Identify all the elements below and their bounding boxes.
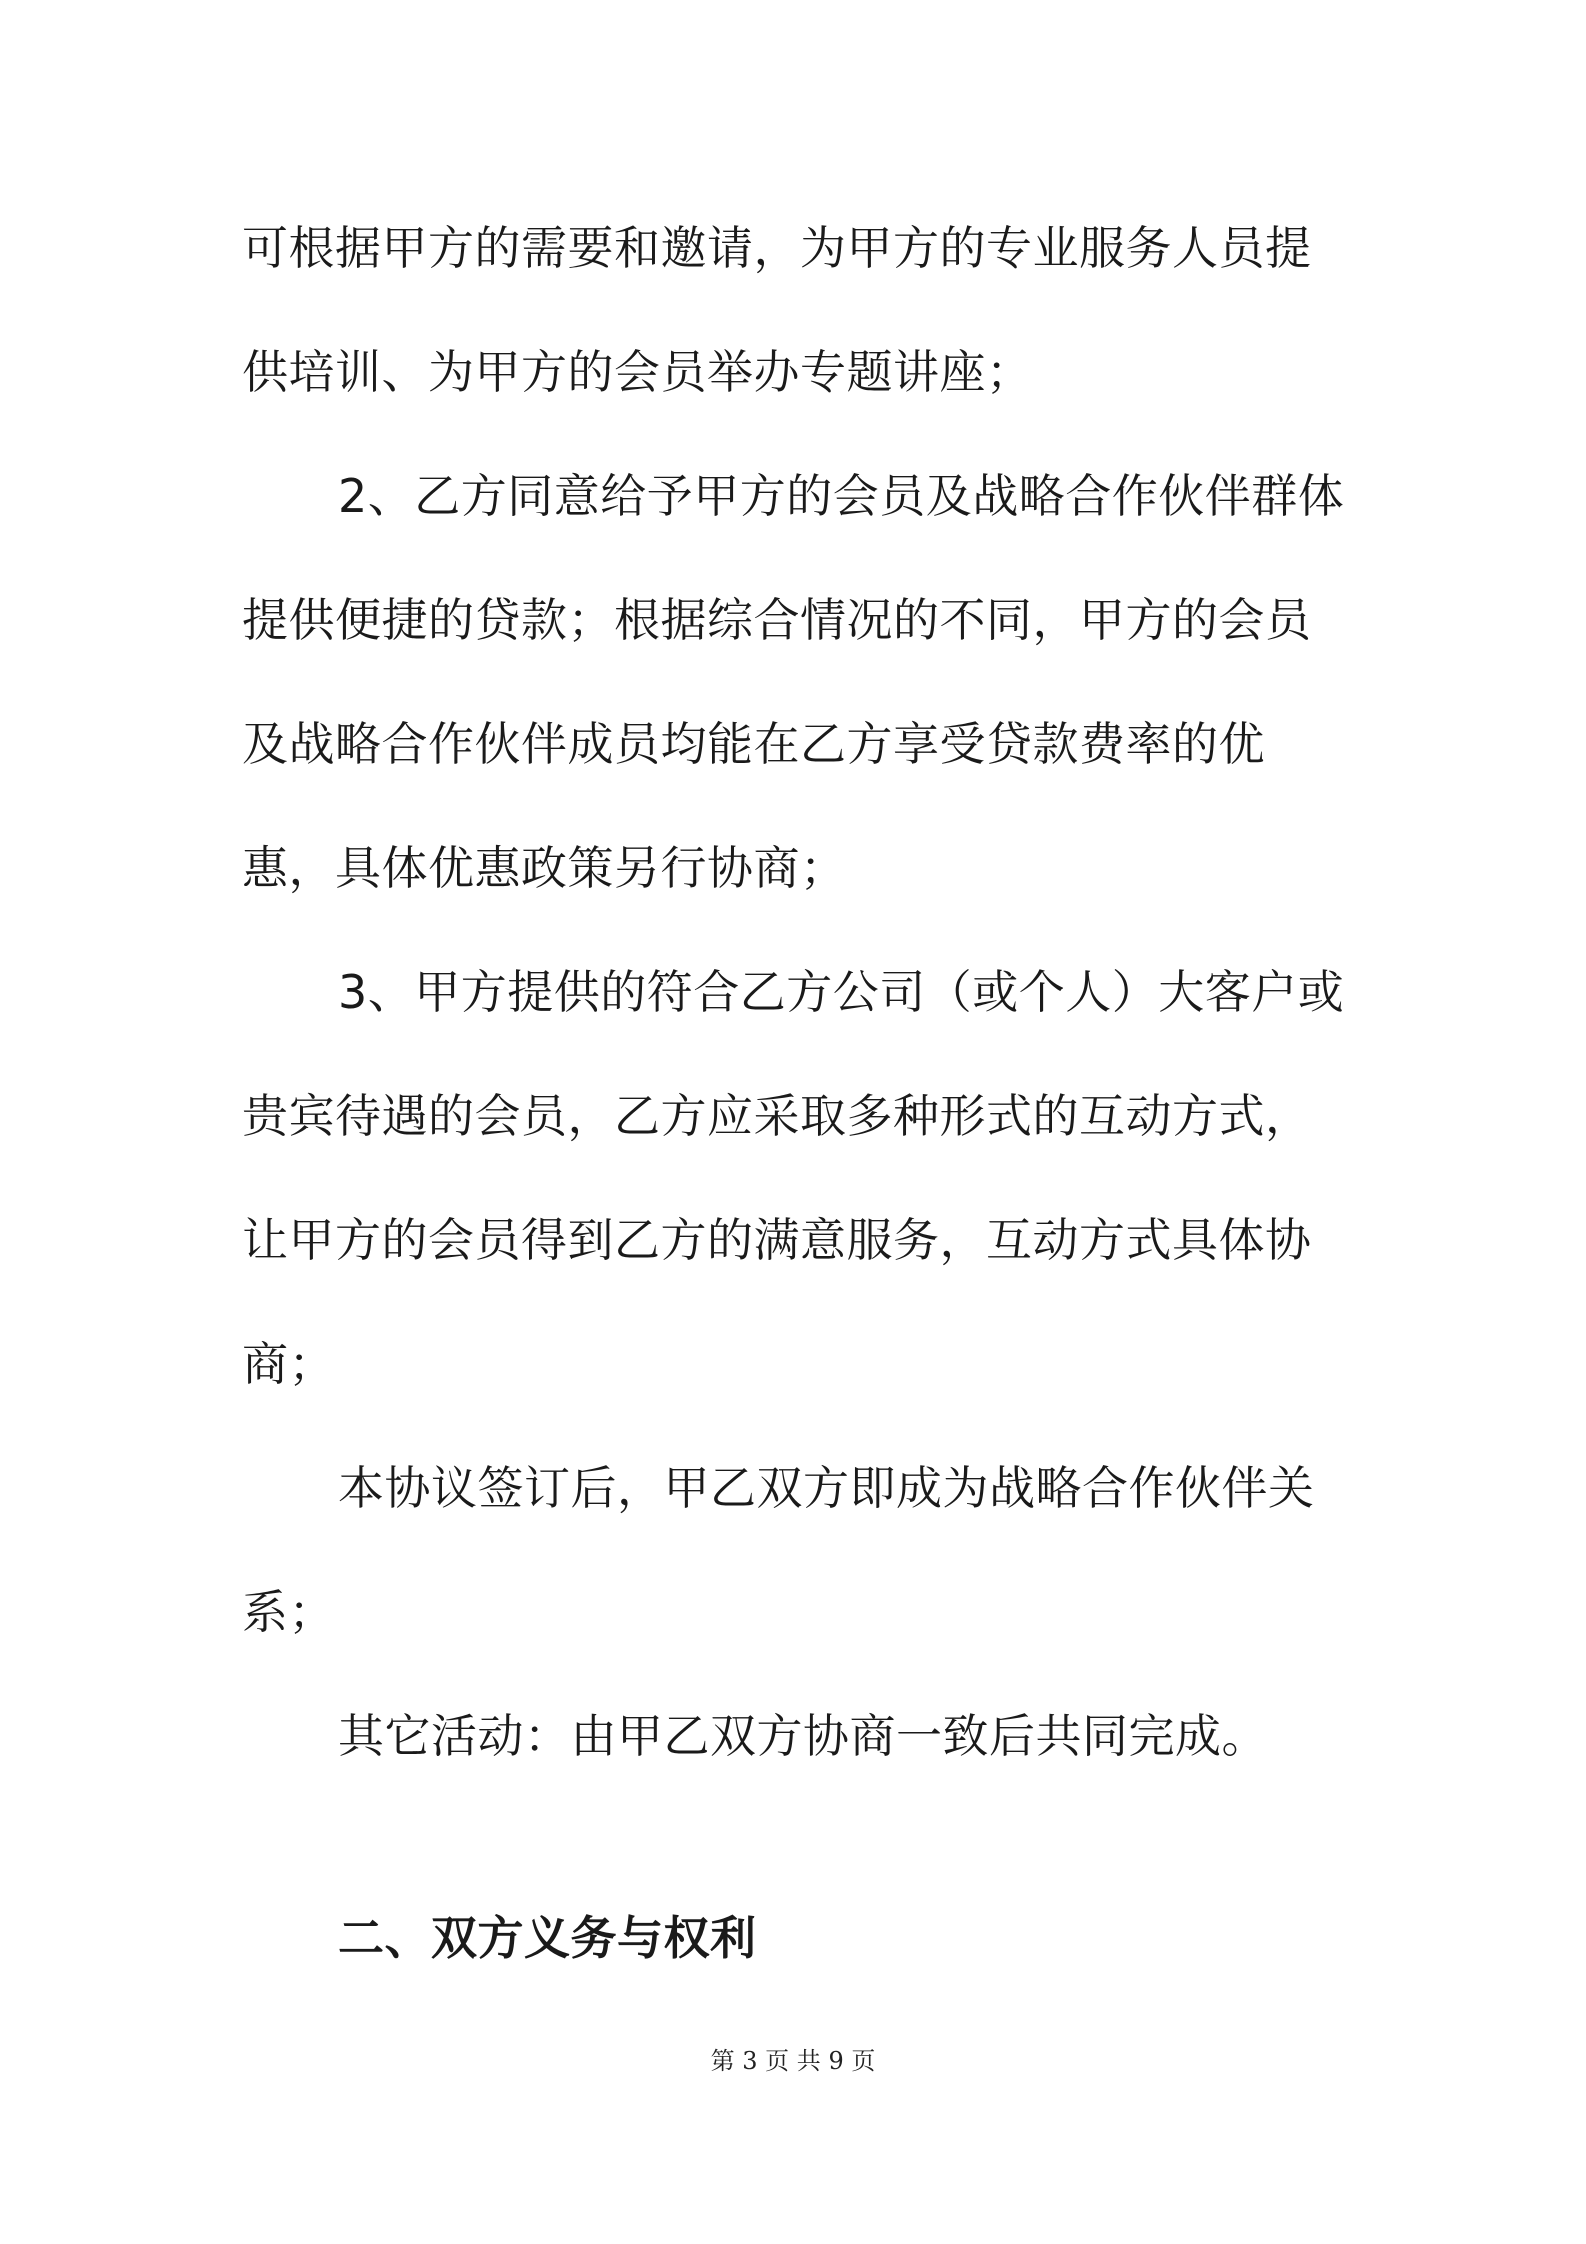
- body-text-line: 本协议签订后，甲乙双方即成为战略合作伙伴关: [338, 1461, 1315, 1515]
- body-text-line: 及战略合作伙伴成员均能在乙方享受贷款费率的优: [242, 717, 1265, 771]
- body-text-line: 供培训、为甲方的会员举办专题讲座；: [242, 345, 1033, 399]
- body-text-line: 3、甲方提供的符合乙方公司（或个人）大客户或: [338, 965, 1345, 1019]
- body-text-line: 系；: [242, 1585, 335, 1639]
- body-text-line: 提供便捷的贷款；根据综合情况的不同，甲方的会员: [242, 593, 1312, 647]
- body-text-line: 让甲方的会员得到乙方的满意服务，互动方式具体协: [242, 1213, 1312, 1267]
- body-text-line: 惠，具体优惠政策另行协商；: [242, 841, 847, 895]
- section-heading: 二、双方义务与权利: [338, 1911, 757, 1965]
- page-number-footer: 第 3 页 共 9 页: [710, 2047, 876, 2075]
- body-text-line: 可根据甲方的需要和邀请，为甲方的专业服务人员提: [242, 221, 1312, 275]
- body-text-line: 贵宾待遇的会员，乙方应采取多种形式的互动方式，: [242, 1089, 1312, 1143]
- body-text-line: 2、乙方同意给予甲方的会员及战略合作伙伴群体: [338, 469, 1345, 523]
- body-text-line: 其它活动：由甲乙双方协商一致后共同完成。: [338, 1709, 1268, 1763]
- body-text-line: 商；: [242, 1337, 335, 1391]
